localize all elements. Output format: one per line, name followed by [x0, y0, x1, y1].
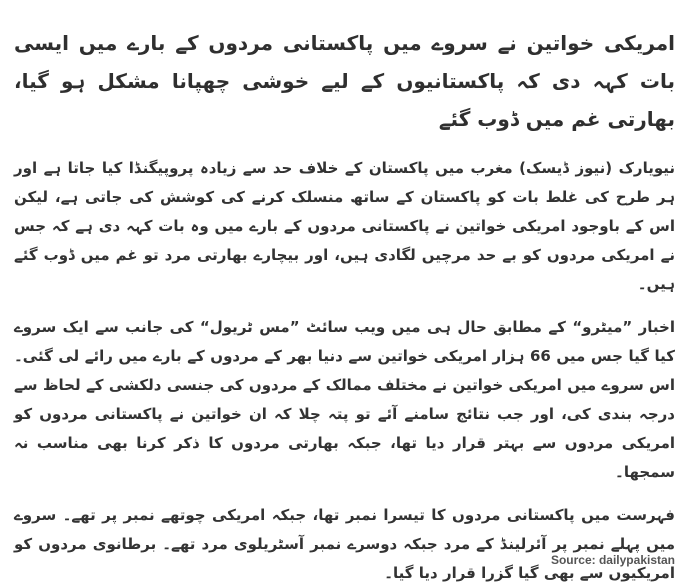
article-body [14, 0, 675, 585]
source-credit: Source: dailypakistan [550, 553, 675, 567]
article-headline: امریکی خواتین نے سروے میں پاکستانی مردوں کے بارے میں ایسی بات کہہ دی کہ پاکستانیوں کے لیے خوشی چھپانا مشکل ہو گیا، بھارتی غم میں ڈوب گئے [14, 31, 675, 131]
article-paragraph-1: نیویارک (نیوز ڈیسک) مغرب میں پاکستان کے خلاف حد سے زیادہ پروپیگنڈا کیا جاتا ہے اور ہر طرح کی غلط بات کو پاکستان کے ساتھ منسلک کرنے کی کوشش کی جاتی ہے، لیکن اس کے باوجود امریکی خواتین نے پاکستانی مردوں کے بارے میں وہ بات کہہ دی ہے کہ جس نے امریکی مردوں کو بے حد مرچیں لگادی ہیں، اور بیچارے بھارتی مرد تو غم میں ڈوب گئے ہیں۔ [14, 159, 675, 293]
article-paragraph-2: اخبار ”میٹرو“ کے مطابق حال ہی میں ویب سائٹ ”مس ٹریول“ کی جانب سے ایک سروے کیا گیا جس میں 66 ہزار امریکی خواتین سے دنیا بھر کے مردوں کے بارے میں رائے لی گئی۔ اس سروے میں امریکی خواتین نے مختلف ممالک کے مردوں کی جنسی دلکشی کے لحاظ سے درجہ بندی کی، اور جب نتائج سامنے آئے تو پتہ چلا کہ ان خواتین نے پاکستانی مردوں کو امریکی مردوں سے بہتر قرار دیا تھا، جبکہ بھارتی مردوں کا ذکر کرنا بھی مناسب نہ سمجھا۔ [14, 318, 675, 481]
article-paragraph-3: فہرست میں پاکستانی مردوں کا تیسرا نمبر تھا، جبکہ امریکی چوتھے نمبر پر تھے۔ سروے میں پہلے نمبر پر آئرلینڈ کے مرد جبکہ دوسرے نمبر آسٹریلوی مرد تھے۔ برطانوی مردوں کو امریکیوں سے بھی گیا گزرا قرار دیا گیا۔ [14, 506, 675, 582]
